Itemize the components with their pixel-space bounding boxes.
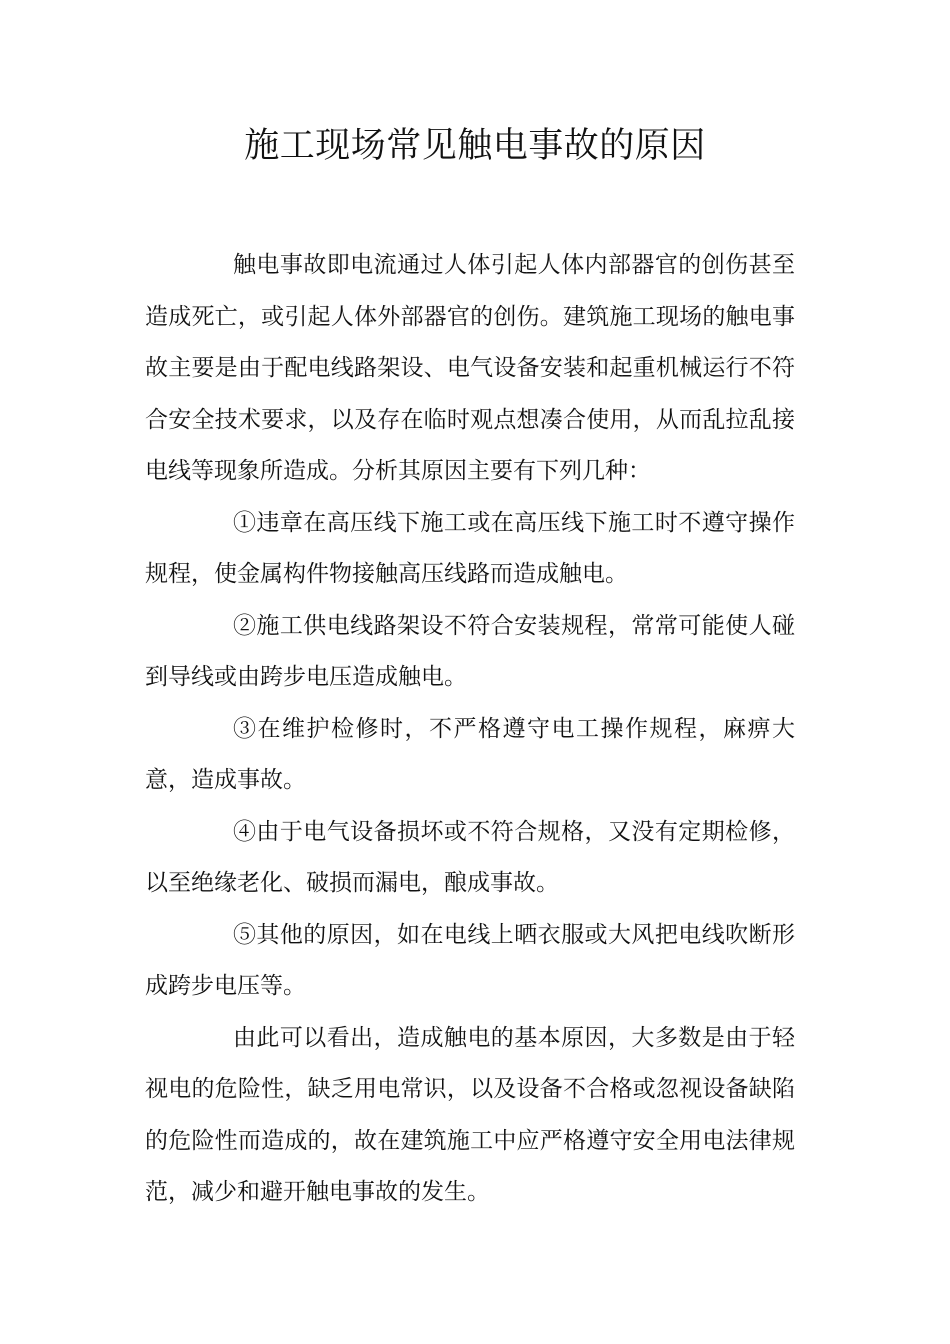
paragraph-cause-2: ②施工供电线路架设不符合安装规程，常常可能使人碰到导线或由跨步电压造成触电。 [145, 612, 795, 690]
paragraph-intro: 触电事故即电流通过人体引起人体内部器官的创伤甚至造成死亡，或引起人体外部器官的创伤。建筑施工现场的触电事故主要是由于配电线路架设、电气设备安装和起重机械运行不符合安全技术要求，以及存在临时观点想凑合使用，从而乱拉乱接电线等现象所造成。分析其原因主要有下列几种： [145, 252, 795, 484]
paragraph-cause-3: ③在维护检修时，不严格遵守电工操作规程，麻痹大意，造成事故。 [145, 715, 795, 793]
document-title: 施工现场常见触电事故的原因 [244, 126, 706, 166]
document-body [145, 240, 795, 1219]
paragraph-cause-4: ④由于电气设备损坏或不符合规格，又没有定期检修，以至绝缘老化、破损而漏电，酿成事故。 [145, 818, 795, 896]
paragraph-conclusion: 由此可以看出，造成触电的基本原因，大多数是由于轻视电的危险性，缺乏用电常识，以及设备不合格或忽视设备缺陷的危险性而造成的，故在建筑施工中应严格遵守安全用电法律规范，减少和避开触电事故的发生。 [145, 1024, 795, 1205]
paragraph-cause-5: ⑤其他的原因，如在电线上晒衣服或大风把电线吹断形成跨步电压等。 [145, 921, 795, 999]
paragraph-cause-1: ①违章在高压线下施工或在高压线下施工时不遵守操作规程，使金属构件物接触高压线路而造成触电。 [145, 509, 795, 587]
